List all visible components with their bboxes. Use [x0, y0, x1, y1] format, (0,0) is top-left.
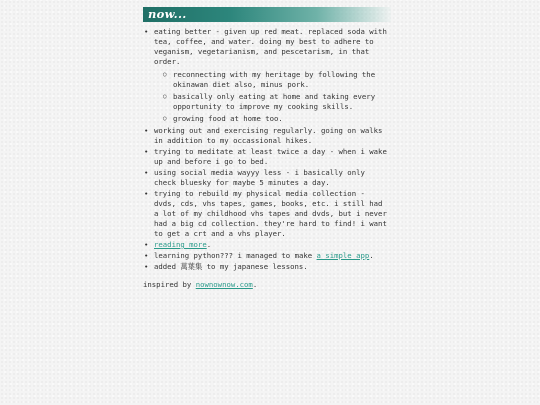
bullet-icon: • [144, 147, 149, 156]
footer [143, 280, 391, 290]
sub-list-item [154, 70, 391, 90]
sub-list-item-text: reconnecting with my heritage by following the okinawan diet also, minus pork. [173, 70, 376, 89]
bullet-icon: • [144, 168, 149, 177]
footer-text: inspired by [143, 280, 196, 289]
bullet-icon: • [144, 251, 149, 260]
footer-suffix: . [252, 280, 258, 289]
now-banner [143, 7, 391, 22]
bullet-icon: • [144, 189, 149, 198]
list-item-exercise [143, 126, 391, 146]
now-section [143, 7, 391, 290]
reading-more-link[interactable]: reading more [154, 240, 207, 249]
circle-bullet-icon: ○ [163, 115, 167, 122]
simple-app-link[interactable]: a simple app [316, 251, 370, 260]
list-item-physical-media [143, 189, 391, 239]
circle-bullet-icon: ○ [163, 71, 167, 78]
list-item-suffix: . [369, 251, 374, 260]
sub-list-item-text: growing food at home too. [173, 114, 283, 123]
now-list [143, 27, 391, 272]
list-item-meditate [143, 147, 391, 167]
sub-list-item [154, 92, 391, 112]
list-item-text: using social media wayyy less - i basically only check bluesky for maybe 5 minutes a day. [154, 168, 365, 187]
sub-list-item-text: basically only eating at home and taking every opportunity to improve my cooking skills. [173, 92, 376, 111]
sub-list [154, 70, 391, 124]
bullet-icon: • [144, 126, 149, 135]
bullet-icon: • [144, 262, 149, 271]
list-item-social-media [143, 168, 391, 188]
page-title: now... [148, 7, 187, 21]
list-item-text: working out and exercising regularly. going on walks in addition to my occassional hikes. [154, 126, 383, 145]
list-item-text: trying to meditate at least twice a day - when i wake up and before i go to bed. [154, 147, 387, 166]
list-item-suffix: . [206, 240, 212, 249]
list-item-text: trying to rebuild my physical media collection - dvds, cds, vhs tapes, games, books, etc. i still had a lot of my childhood vhs tapes and dvds, but i never had a big cd collection. they're hard to find! i want to get a crt and a vhs player. [154, 189, 387, 238]
list-item-python [143, 251, 391, 261]
bullet-icon: • [144, 240, 149, 249]
list-item-eating [143, 27, 391, 124]
nownownow-link[interactable]: nownownow.com [195, 280, 253, 289]
circle-bullet-icon: ○ [163, 93, 167, 100]
list-item-text: eating better - given up red meat. replaced soda with tea, coffee, and water. doing my best to adhere to veganism, vegetarianism, and pescetarism, in that order. [154, 27, 387, 66]
list-item-japanese [143, 262, 391, 272]
list-item-text: added 萬葉集 to my japanese lessons. [154, 262, 308, 271]
bullet-icon: • [144, 27, 149, 36]
list-item-text: learning python??? i managed to make [154, 251, 317, 260]
list-item-reading [143, 240, 391, 250]
sub-list-item [154, 114, 391, 124]
